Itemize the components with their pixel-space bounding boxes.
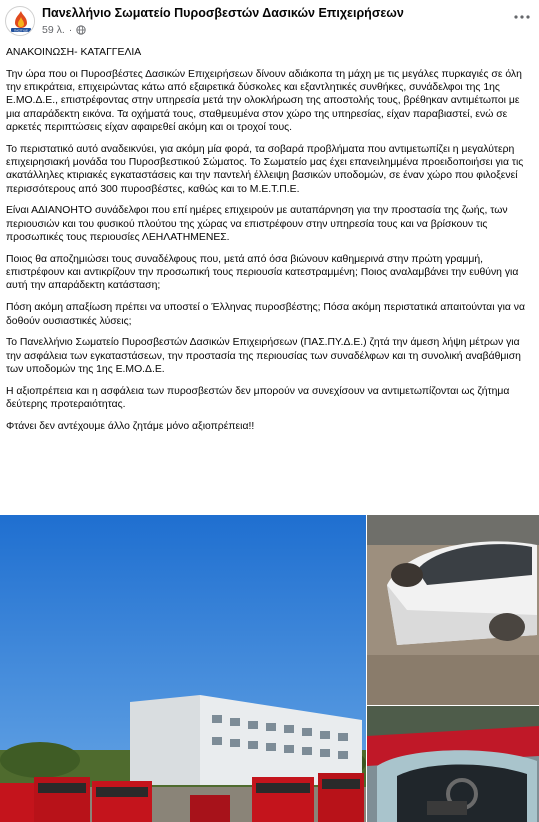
post-paragraph: Ποιος θα αποζημιώσει τους συναδέλφους που, μετά από όσα βιώνουν καθημερινά στην πρώτη γραμμή, επιστρέφουν και αντικρίζουν την προσωπική τους περιουσία κατεστραμμένη; Ποιος αναλαμβάνει την ευθύνη για αυτή την απαράδεκτη κατάσταση; [6, 253, 519, 292]
post-header [0, 0, 539, 46]
photo-car-missing-wheel[interactable] [367, 515, 539, 705]
post-paragraph: Πόση ακόμη απαξίωση πρέπει να υποστεί ο Έλληνας πυροσβέστης; Πόσα ακόμη περιστατικά απαιτούνται για να δοθούν ουσιαστικές λύσεις; [6, 302, 525, 327]
avatar-logo-text: ΠΑΣΠΥΔΕ [14, 28, 28, 33]
photo-grid [0, 515, 539, 822]
fire-station-photo [0, 515, 366, 822]
post-closing: Φτάνει δεν αντέχουμε άλλο ζητάμε μόνο αξιοπρέπεια!! [6, 420, 255, 432]
globe-icon [76, 25, 86, 35]
damaged-car-photo [367, 515, 539, 705]
meta-separator: · [68, 24, 73, 36]
page-avatar[interactable] [5, 6, 35, 36]
post-title: ΑΝΑΚΟΙΝΩΣΗ- ΚΑΤΑΓΓΕΛΙΑ [6, 47, 142, 58]
union-logo-icon [6, 7, 35, 36]
post-text [6, 46, 534, 442]
more-options-icon [514, 15, 530, 19]
post-paragraph: Είναι ΑΔΙΑΝΟΗΤΟ συνάδελφοι που επί ημέρες επιχειρούν με αυταπάρνηση για την προστασία της ζωής, των περιουσιών και του φυσικού πλούτου της χώρας να επιστρέφουν στην υπηρεσία τους και να βρίσκουν τις προσωπικές τους περιουσίες ΛΕΗΛΑΤΗΜΕΝΕΣ. [6, 205, 508, 244]
photo-fire-station[interactable] [0, 515, 366, 822]
broken-car-interior-photo [367, 706, 539, 822]
more-options-button[interactable] [511, 10, 533, 24]
post-paragraph: Το Πανελλήνιο Σωματείο Πυροσβεστών Δασικών Επιχειρήσεων (ΠΑΣ.ΠΥ.Δ.Ε.) ζητά την άμεση λήψη μέτρων για την ασφάλεια των εγκαταστάσεων, την προστασία της περιουσίας των συναδέλφων και τη συνολική αναβάθμιση των υποδομών της 1ης Ε.ΜΟ.Δ.Ε. [6, 337, 521, 375]
post-meta [42, 24, 86, 36]
post-paragraph: Το περιστατικό αυτό αναδεικνύει, για ακόμη μία φορά, τα σοβαρά προβλήματα που αντιμετωπίζει η μεγαλύτερη επιχειρησιακή μονάδα του Πυροσβεστικού Σώματος. Το Σωματείο μας έχει επανειλημμένα προειδοποιήσει για τις ακατάλληλες κτιριακές εγκαταστάσεις και την παντελή έλλειψη βασικών υποδομών, σε έναν χώρο που φιλοξενεί περισσότερους από 300 πυροσβέστες, καθώς και το Μ.Ε.Τ.Π.Ε. [6, 143, 524, 195]
page-name-link[interactable]: Πανελλήνιο Σωματείο Πυροσβεστών Δασικών Επιχειρήσεων [42, 6, 404, 20]
photo-car-broken-window[interactable] [367, 706, 539, 822]
post-paragraph: Η αξιοπρέπεια και η ασφάλεια των πυροσβεστών δεν μπορούν να συνεχίσουν να αντιμετωπίζονται ως ζήτημα δεύτερης προτεραιότητας. [6, 385, 510, 411]
post-paragraph: Την ώρα που οι Πυροσβέστες Δασικών Επιχειρήσεων δίνουν αδιάκοπα τη μάχη με τις μεγάλες πυρκαγιές σε όλη την επικράτεια, επιχειρώντας κάτω από εξαιρετικά δύσκολες και εξαντλητικές συνθήκες, συνάδελφοι της 1ης Ε.ΜΟ.Δ.Ε., επιστρέφοντας στην υπηρεσία μετά την ολοκλήρωση της αποστολής τους, βρέθηκαν αντιμέτωποι με μια απαράδεκτη εικόνα. Τα οχήματά τους, σταθμευμένα στον χώρο της υπηρεσίας, είχαν παραβιαστεί, ενώ σε αρκετές περιπτώσεις είχαν αφαιρεθεί ακόμη και οι τροχοί τους. [6, 68, 522, 133]
post-timestamp[interactable]: 59 λ. [42, 24, 65, 36]
